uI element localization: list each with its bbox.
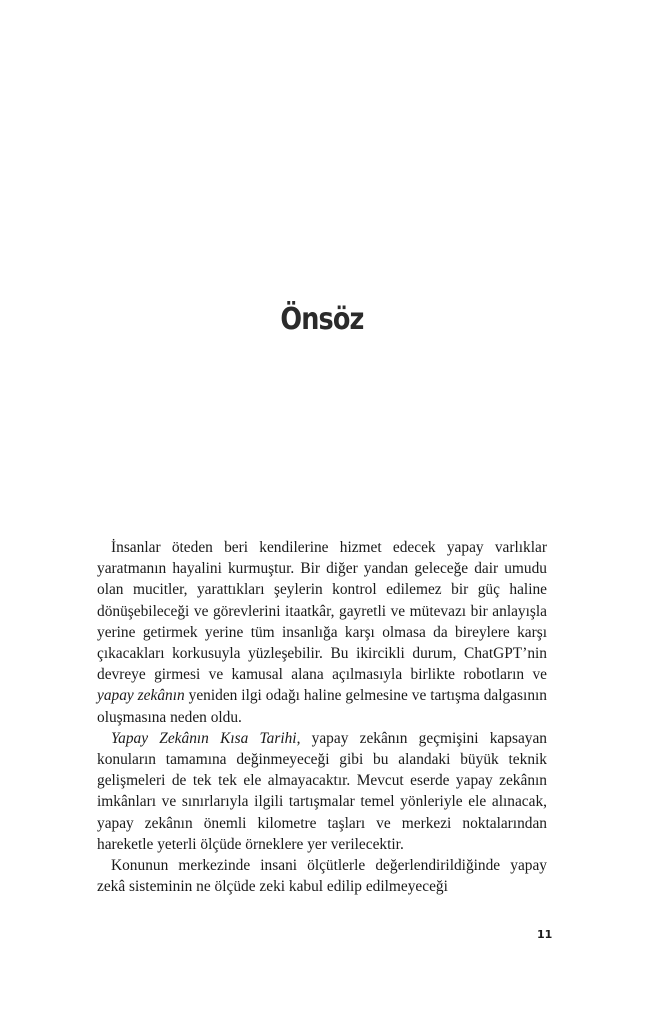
body-text: [97, 537, 547, 897]
page-number: 11: [537, 928, 553, 941]
book-title-italic: Yapay Zekânın Kısa Tarihi: [111, 729, 297, 747]
paragraph-text: İnsanlar öteden beri kendilerine hizmet edecek yapay varlıklar yaratmanın hayalini kurmuştur. Bir diğer yandan geleceğe dair umudu olan mucitler, yarattıkları şeylerin kontrol edilemez bir güç haline dönüşebileceği ve görevlerini itaatkâr, gayretli ve mütevazı bir anlayışla yerine getirmek yerine tüm insanlığa karşı olmasa da bireylere karşı çıkacakları korkusuyla yüzleşebilir. Bu ikircikli durum, ChatGPT’nin devreye girmesi ve kamusal alana açılmasıyla birlikte robotların ve: [97, 539, 547, 684]
chapter-title: Önsöz: [280, 302, 364, 337]
paragraph: [97, 728, 547, 855]
paragraph-text: Konunun merkezinde insani ölçütlerle değerlendirildiğinde yapay zekâ sisteminin ne ölçüde zeki kabul edilip edilmeyeceği: [97, 857, 547, 896]
paragraph-italic-text: yapay zekânın: [97, 687, 185, 705]
paragraph: [97, 855, 547, 897]
paragraph-text: , yapay zekânın geçmişini kapsayan konuların tamamına değinmeyeceği gibi bu alandaki büyük teknik gelişmeleri de tek tek ele almayacaktır. Mevcut eserde yapay zekânın imkânları ve sınırlarıyla ilgili tartışmalar temel yönleriyle ele alınacak, yapay zekânın önemli kilometre taşları ve merkezi noktalarından hareketle yeterli ölçüde örneklere yer verilecektir.: [97, 729, 547, 853]
paragraph-text: yeniden ilgi odağı haline gelmesine ve tartışma dalgasının oluşmasına neden oldu.: [97, 687, 547, 726]
paragraph: [97, 537, 547, 728]
